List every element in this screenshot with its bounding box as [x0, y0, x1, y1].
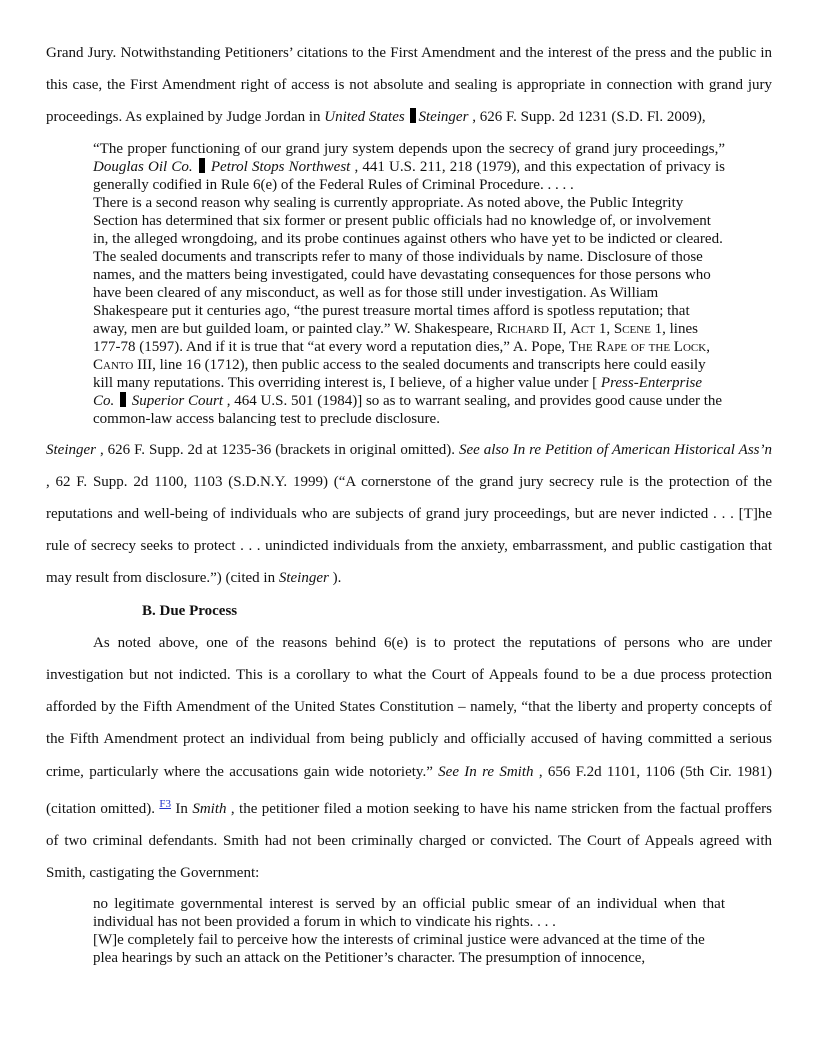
- redaction-mark: [120, 392, 126, 407]
- section-heading: B. Due Process: [142, 602, 238, 619]
- paragraph-due-process: As noted above, one of the reasons behind 6(e) is to protect the reputations of persons who are under investigation but not indicted. This is a corollary to what the Court of Appeals found to be a due process protection afforded by the Fifth Amendment of the United States Constitution – namely, “that the liberty and property concepts of the Fifth Amendment protect an individual from being publicly and officially accused of having committed a serious crime, particularly where the accusations gain wide notoriety.” See In re Smith , 656 F.2d 1101, 1106 (5th Cir. 1981) (citation omitted). $^{F3}$ In Smith , the petitioner filed a motion seeking to have his name stricken from the factual proffers of two criminal defendants. Smith had not been criminally charged or convicted. The Court of Appeals agreed with Smith, castigating the Government:: [46, 634, 772, 882]
- case-name: Douglas Oil Co.: [93, 158, 193, 175]
- block-quote-steinger: [93, 140, 725, 428]
- quote-paragraph: There is a second reason why sealing is currently appropriate. As noted above, the Public Integrity Section has determined that six former or present public officials had no knowledge of, or involvement in, the alleged wrongdoing, and its probe continues against others who have yet to be indicted or cleared. The sealed documents and transcripts refer to many of those individuals by name. Disclosure of those names, and the matters being investigated, could have devastating consequences for those persons who have been cleared of any misconduct, as well as for those still under investigation. As William Shakespeare put it centuries ago, “the purest treasure mortal times afford is spotless reputation; that away, men are but guilded loam, or painted clay.” W. Shakespeare, Richard II, Act 1, Scene 1, lines 177-78 (1597). And if it is true that “at every word a reputation dies,” A. Pope, The Rape of the Lock, Canto III, line 16 (1712), then public access to the sealed documents and transcripts here could easily kill many reputations. This overriding interest is, I believe, of a higher value under [ Press-Enterprise Co. Superior Court , 464 U.S. 501 (1984)] so as to warrant sealing, and provides good cause under the common-law access balancing test to preclude disclosure.: [93, 194, 723, 427]
- case-name: United States: [324, 109, 405, 126]
- quote-paragraph: [W]e completely fail to perceive how the interests of criminal justice were advanced at the time of the plea hearings by such an attack on the Petitioner’s character. The presumption of innocence,: [93, 932, 705, 967]
- block-quote-smith: [93, 895, 725, 967]
- case-name: Steinger: [278, 570, 329, 587]
- see-also-citation: See also In re Petition of American Historical Ass’n: [458, 441, 772, 458]
- quote-paragraph: no legitimate governmental interest is served by an official public smear of an individual when that individual has not been provided a forum in which to vindicate his rights. . . .: [93, 896, 725, 931]
- redaction-mark: [410, 108, 416, 123]
- document-page: [46, 37, 772, 973]
- paragraph-grand-jury: Grand Jury. Notwithstanding Petitioners’ citations to the First Amendment and the interest of the press and the public in this case, the First Amendment right of access is not absolute and sealing is appropriate in connection with grand jury proceedings. As explained by Judge Jordan in United States Steinger , 626 F. Supp. 2d 1231 (S.D. Fl. 2009),: [46, 45, 772, 126]
- case-name: Press-Enterprise Co.: [93, 374, 703, 409]
- paragraph-citation: Steinger , 626 F. Supp. 2d at 1235-36 (brackets in original omitted). See also In re Petition of American Historical Ass’n , 62 F. Supp. 2d 1100, 1103 (S.D.N.Y. 1999) (“A cornerstone of the grand jury secrecy rule is the protection of the reputations and well-being of individuals who are subjects of grand jury proceedings, but are never indicted . . . [T]he rule of secrecy seeks to protect . . . unindicted individuals from the anxiety, embarrassment, and public castigation that may result from disclosure.”) (cited in Steinger ).: [46, 441, 772, 587]
- case-name: Steinger: [46, 441, 96, 458]
- case-name: Smith: [192, 800, 227, 817]
- case-name: Steinger: [418, 109, 469, 126]
- quote-paragraph: “The proper functioning of our grand jury system depends upon the secrecy of grand jury proceedings,” Douglas Oil Co. Petrol Stops Northwest , 441 U.S. 211, 218 (1979), and this expectation of privacy is generally codified in Rule 6(e) of the Federal Rules of Criminal Procedure. . . . .: [93, 140, 725, 193]
- case-name: Superior Court: [131, 392, 224, 409]
- redaction-mark: [199, 158, 205, 173]
- see-citation: See In re Smith: [438, 763, 534, 780]
- footnote-link[interactable]: F3: [159, 797, 171, 810]
- case-name: Petrol Stops Northwest: [210, 158, 351, 175]
